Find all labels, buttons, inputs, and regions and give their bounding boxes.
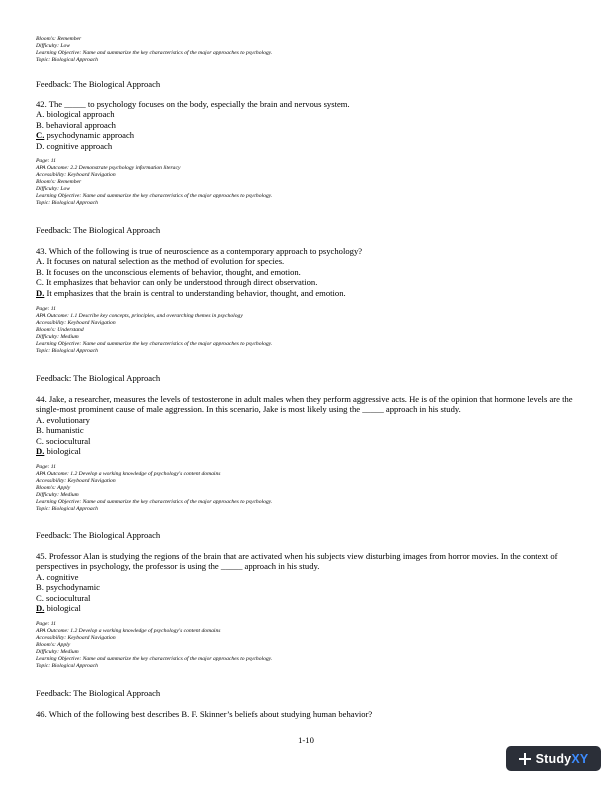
meta-line: APA Outcome: 2.2 Demonstrate psychology information literacy (36, 165, 181, 171)
option-letter: B. (36, 266, 44, 277)
answer-option-d (36, 446, 581, 456)
option-letter: C. (36, 592, 44, 603)
meta-line: Difficulty: Medium (36, 334, 79, 340)
brand-study-text: Study (535, 751, 572, 766)
question-45 (36, 551, 581, 613)
meta-line: Difficulty: Medium (36, 649, 79, 655)
feedback-line: Feedback: The Biological Approach (36, 530, 161, 540)
answer-option-d (36, 603, 581, 613)
meta-line: Learning Objective: Name and summarize the key characteristics of the major approaches to psychology. (36, 50, 273, 56)
meta-line: Topic: Biological Approach (36, 57, 98, 63)
option-letter: C. (36, 435, 44, 446)
page-number: 1-10 (298, 735, 314, 745)
option-text: It emphasizes that behavior can only be understood through direct observation. (43, 277, 318, 288)
option-text: It focuses on the unconscious elements of behavior, thought, and emotion. (43, 266, 301, 277)
answer-option-b (36, 120, 581, 130)
question-text: 45. Professor Alan is studying the regions of the brain that are activated when his subjects view disturbing images from horror movies. In the context of perspectives in psychology, the professor is using the _____ approach in his study. (36, 551, 558, 572)
option-letter: D. (36, 140, 45, 151)
meta-line: Page: 11 (36, 464, 56, 470)
meta-line: Topic: Biological Approach (36, 200, 98, 206)
option-text: It focuses on natural selection as the method of evolution for species. (44, 256, 285, 267)
option-text: behavioral approach (43, 119, 116, 130)
meta-line: Bloom's: Remember (36, 36, 82, 42)
meta-line: Accessibility: Keyboard Navigation (36, 635, 116, 641)
question-metadata (36, 464, 272, 513)
answer-option-a (36, 256, 581, 266)
plus-icon (519, 753, 531, 765)
option-text: sociocultural (43, 592, 91, 603)
meta-line: Accessibility: Keyboard Navigation (36, 320, 116, 326)
option-text: psychodynamic approach (44, 130, 135, 141)
option-letter: B. (36, 582, 44, 593)
meta-line: Difficulty: Medium (36, 492, 79, 498)
option-text: biological (44, 445, 81, 456)
correct-answer-letter: D. (36, 602, 45, 613)
answer-option-b (36, 425, 581, 435)
meta-line: Learning Objective: Name and summarize the key characteristics of the major approaches to psychology. (36, 499, 273, 505)
feedback-line: Feedback: The Biological Approach (36, 688, 161, 698)
studyxy-logo[interactable] (506, 746, 601, 771)
meta-line: Difficulty: Low (36, 43, 71, 49)
meta-line: APA Outcome: 1.1 Describe key concepts, principles, and overarching themes in psychology (36, 313, 243, 319)
answer-option-a (36, 572, 581, 582)
answer-option-c (36, 593, 581, 603)
meta-line: Bloom's: Understand (36, 327, 84, 333)
correct-answer-letter: D. (36, 287, 45, 298)
feedback-line: Feedback: The Biological Approach (36, 79, 161, 89)
option-text: cognitive (44, 571, 79, 582)
question-text: 42. The _____ to psychology focuses on the body, especially the brain and nervous system. (36, 99, 350, 109)
question-text: 43. Which of the following is true of neuroscience as a contemporary approach to psychology? (36, 246, 363, 256)
brand-xy-text: XY (571, 751, 589, 766)
question-42 (36, 99, 581, 151)
meta-line: Difficulty: Low (36, 186, 71, 192)
answer-option-c (36, 277, 581, 287)
option-text: biological (44, 602, 81, 613)
question-metadata (36, 158, 272, 207)
meta-line: Learning Objective: Name and summarize the key characteristics of the major approaches to psychology. (36, 193, 273, 199)
option-text: sociocultural (43, 435, 91, 446)
feedback-line: Feedback: The Biological Approach (36, 225, 161, 235)
meta-line: Topic: Biological Approach (36, 348, 98, 354)
meta-line: Learning Objective: Name and summarize the key characteristics of the major approaches to psychology. (36, 341, 273, 347)
option-letter: A. (36, 256, 45, 267)
meta-line: Learning Objective: Name and summarize the key characteristics of the major approaches to psychology. (36, 656, 273, 662)
option-text: cognitive approach (44, 140, 113, 151)
answer-option-b (36, 582, 581, 592)
meta-line: Bloom's: Remember (36, 179, 82, 185)
answer-option-c (36, 130, 581, 140)
option-letter: A. (36, 571, 45, 582)
question-46 (36, 709, 581, 719)
option-letter: B. (36, 119, 44, 130)
answer-option-c (36, 436, 581, 446)
correct-answer-letter: C. (36, 130, 45, 141)
meta-line: Page: 11 (36, 621, 56, 627)
option-letter: A. (36, 414, 45, 425)
option-text: psychodynamic (43, 582, 100, 593)
question-43 (36, 246, 581, 298)
answer-option-a (36, 109, 581, 119)
answer-option-d (36, 141, 581, 151)
meta-line: Page: 11 (36, 158, 56, 164)
meta-line: APA Outcome: 1.2 Develop a working knowledge of psychology's content domains (36, 628, 221, 634)
answer-option-b (36, 267, 581, 277)
answer-option-a (36, 415, 581, 425)
meta-line: APA Outcome: 1.2 Develop a working knowledge of psychology's content domains (36, 471, 221, 477)
question-text: 46. Which of the following best describes B. F. Skinner’s beliefs about studying human behavior? (36, 709, 373, 719)
meta-line: Accessibility: Keyboard Navigation (36, 478, 116, 484)
option-letter: B. (36, 425, 44, 436)
answer-option-d (36, 288, 581, 298)
option-letter: C. (36, 277, 44, 288)
option-letter: A. (36, 109, 45, 120)
meta-line: Accessibility: Keyboard Navigation (36, 172, 116, 178)
question-metadata (36, 36, 272, 64)
meta-line: Bloom's: Apply (36, 485, 71, 491)
meta-line: Page: 11 (36, 306, 56, 312)
meta-line: Topic: Biological Approach (36, 506, 98, 512)
option-text: It emphasizes that the brain is central to understanding behavior, thought, and emotion. (44, 287, 346, 298)
feedback-line: Feedback: The Biological Approach (36, 373, 161, 383)
option-text: evolutionary (44, 414, 90, 425)
meta-line: Topic: Biological Approach (36, 663, 98, 669)
meta-line: Bloom's: Apply (36, 642, 71, 648)
correct-answer-letter: D. (36, 445, 45, 456)
question-metadata (36, 306, 272, 355)
question-44 (36, 394, 581, 456)
option-text: biological approach (44, 109, 115, 120)
question-text: 44. Jake, a researcher, measures the levels of testosterone in adult males when they perform aggressive acts. He is of the opinion that hormone levels are the single-most prominent cause of male aggression. In this scenario, Jake is most likely using the _____ approach in his study. (36, 394, 573, 415)
question-metadata (36, 621, 272, 670)
option-text: humanistic (43, 425, 84, 436)
